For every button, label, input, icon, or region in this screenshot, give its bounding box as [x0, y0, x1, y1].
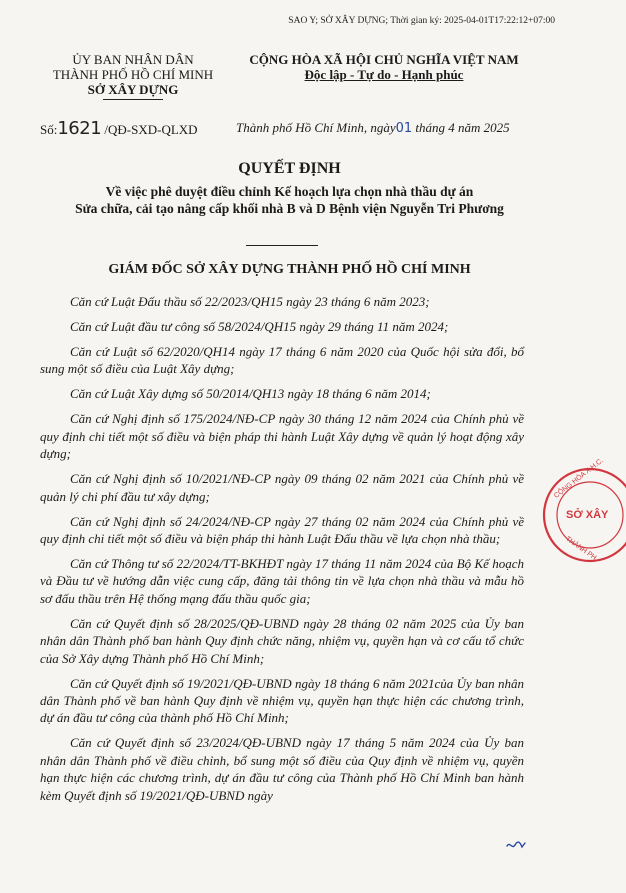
- seal-ring-text: CỘNG HÒA X.H.C.: [553, 457, 605, 500]
- legal-basis-paragraph: Căn cứ Nghị định số 24/2024/NĐ-CP ngày 27 tháng 02 năm 2024 của Chính phủ về quy định chi tiết một số điều và biện pháp thi hành Luật Đấu thầu về lựa chọn nhà thầu;: [40, 513, 524, 547]
- country-name: CỘNG HÒA XÃ HỘI CHỦ NGHĨA VIỆT NAM: [249, 52, 519, 67]
- legal-basis-paragraph: Căn cứ Luật Xây dựng số 50/2014/QH13 ngày 18 tháng 6 năm 2014;: [70, 386, 431, 402]
- agency-line-3: SỞ XÂY DỰNG: [87, 82, 179, 97]
- agency-underline: [103, 99, 163, 100]
- subtitle-line-1: Về việc phê duyệt điều chỉnh Kế hoạch lựa chọn nhà thầu dự án: [105, 184, 474, 199]
- legal-basis-paragraph: Căn cứ Quyết định số 19/2021/QĐ-UBND ngày 18 tháng 6 năm 2021của Ủy ban nhân dân Thành phố về ban hành Quy định về nhiệm vụ, quyền hạn thực hiện các chương trình, dự án đầu tư công của thành phố Hồ Chí Minh;: [40, 675, 524, 726]
- legal-basis-paragraph: Căn cứ Nghị định số 175/2024/NĐ-CP ngày 30 tháng 12 năm 2024 của Chính phủ về quy định chi tiết một số điều và biện pháp thi hành Luật Xây dựng về quản lý hoạt động xây dựng;: [40, 411, 524, 462]
- legal-basis-paragraph: Căn cứ Luật Đấu thầu số 22/2023/QH15 ngày 23 tháng 6 năm 2023;: [70, 294, 430, 309]
- legal-basis-paragraph: Căn cứ Nghị định số 10/2021/NĐ-CP ngày 09 tháng 02 năm 2021 của Chính phủ về quản lý chi phí đầu tư xây dựng;: [40, 471, 524, 504]
- document-title: QUYẾT ĐỊNH: [238, 160, 341, 177]
- number-suffix: /QĐ-SXD-QLXD: [104, 122, 198, 137]
- legal-basis-paragraph: Căn cứ Thông tư số 22/2024/TT-BKHĐT ngày 17 tháng 11 năm 2024 của Bộ Kế hoạch và Đầu tư về hướng dẫn việc cung cấp, đăng tải thông tin về lựa chọn nhà thầu và mẫu hồ sơ đấu thầu trên Hệ thống mạng đấu thầu quốc gia;: [40, 556, 524, 606]
- number-value: 1621: [57, 118, 102, 139]
- legal-basis-body: [40, 293, 524, 812]
- number-prefix: Số:: [40, 122, 58, 137]
- agency-line-1: ỦY BAN NHÂN DÂN: [72, 52, 194, 67]
- official-seal-stamp: [540, 450, 626, 580]
- agency-line-2: THÀNH PHỐ HỒ CHÍ MINH: [52, 67, 214, 82]
- legal-basis-paragraph: Căn cứ Quyết định số 28/2025/QĐ-UBND ngày 28 tháng 02 năm 2025 của Ủy ban nhân dân Thành phố ban hành Quy định chức năng, nhiệm vụ, quyền hạn và cơ cấu tổ chức của Sở Xây dựng Thành phố Hồ Chí Minh;: [40, 615, 524, 666]
- date-day: 01: [395, 121, 413, 136]
- seal-center-text: SỞ XÂY: [566, 509, 609, 521]
- issue-date: [236, 120, 510, 136]
- subtitle-line-2: Sửa chữa, cải tạo nâng cấp khối nhà B và D Bệnh viện Nguyễn Tri Phương: [75, 201, 504, 216]
- initial-mark-icon: [505, 838, 527, 852]
- document-number: [40, 118, 198, 139]
- digital-signature-line: SAO Y; SỞ XÂY DỰNG; Thời gian ký: 2025-04-01T17:22:12+07:00: [288, 16, 555, 26]
- seal-bottom-text: THÀNH PH: [564, 535, 598, 562]
- document-subtitle: [0, 183, 579, 217]
- legal-basis-paragraph: Căn cứ Quyết định số 23/2024/QĐ-UBND ngày 17 tháng 5 năm 2024 của Ủy ban nhân dân Thành phố về điều chỉnh, bổ sung một số điều của Quy định về nhiệm vụ, quyền hạn thực hiện các chương trình, dự án đầu tư công của Thành phố Hồ Chí Minh ban hành kèm Quyết định số 19/2021/QĐ-UBND ngày: [40, 735, 524, 803]
- national-motto: Độc lập - Tự do - Hạnh phúc: [304, 67, 464, 82]
- director-heading: GIÁM ĐỐC SỞ XÂY DỰNG THÀNH PHỐ HỒ CHÍ MINH: [108, 262, 471, 277]
- date-before: Thành phố Hồ Chí Minh, ngày: [236, 120, 396, 135]
- document-header: [0, 52, 579, 112]
- issuing-agency: [48, 52, 218, 100]
- title-divider: [246, 245, 318, 246]
- legal-basis-paragraph: Căn cứ Luật số 62/2020/QH14 ngày 17 tháng 6 năm 2020 của Quốc hội sửa đổi, bổ sung một số điều của Luật Xây dựng;: [40, 344, 524, 377]
- date-after: tháng 4 năm 2025: [412, 120, 510, 135]
- legal-basis-paragraph: Căn cứ Luật đầu tư công số 58/2024/QH15 ngày 29 tháng 11 năm 2024;: [70, 319, 449, 334]
- national-heading: [234, 52, 534, 82]
